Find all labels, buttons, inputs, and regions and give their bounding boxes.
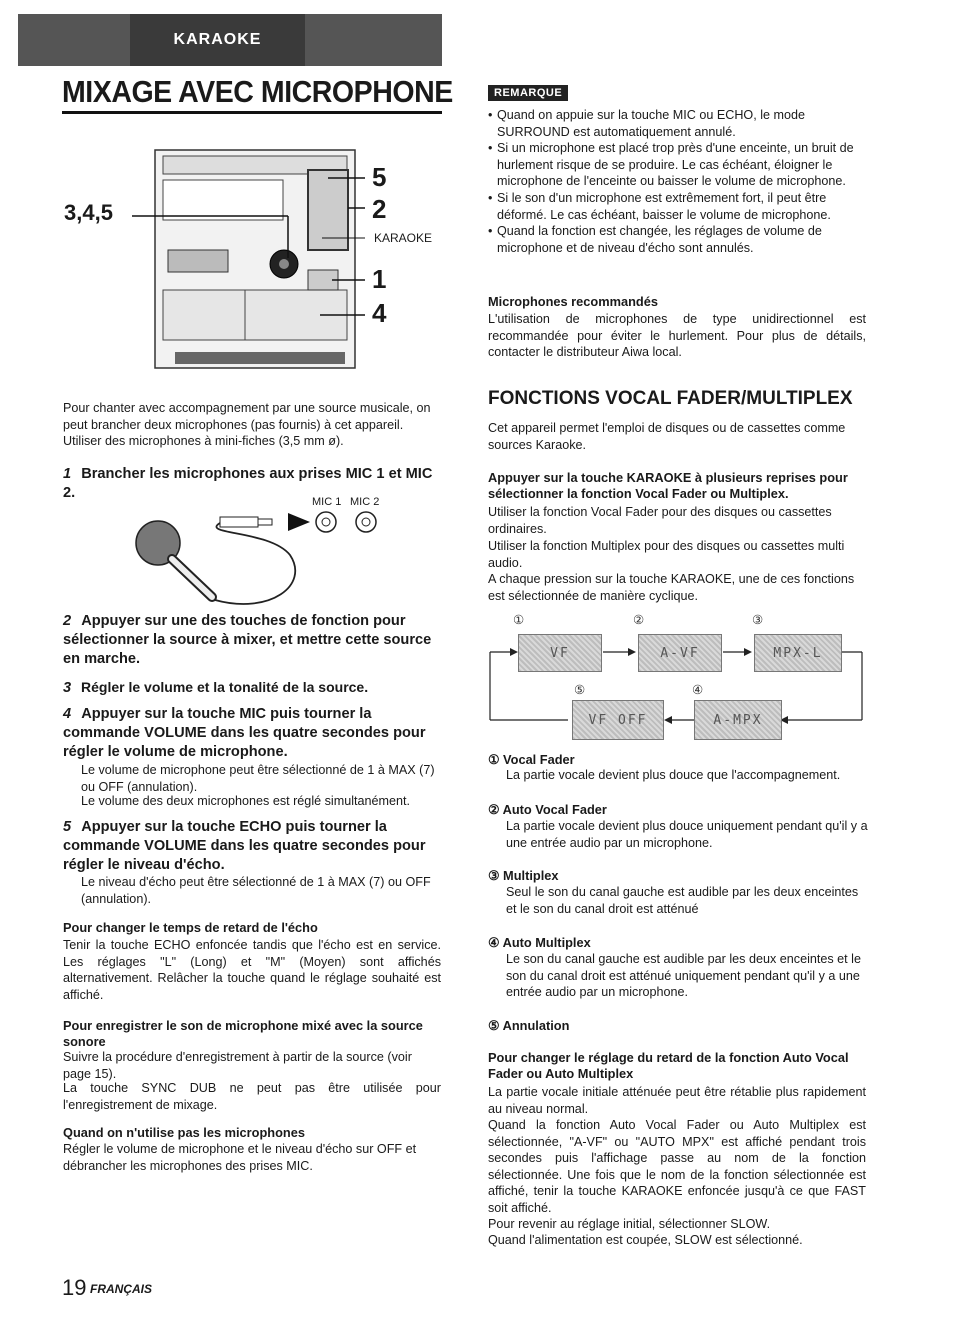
step-3 (63, 678, 441, 698)
microphone-illustration (120, 505, 390, 610)
stereo-illustration (60, 140, 450, 380)
intro-text: Pour chanter avec accompagnement par une source musicale, on peut brancher deux microphones (pas fournis) à cet appareil. Utiliser des microphones à mini-fiches (3,5 mm ø). (63, 401, 431, 449)
mode-3-desc: Seul le son du canal gauche est audible par les deux enceintes et le son du canal droit est atténué (506, 885, 859, 916)
step-text: Appuyer sur la touche MIC puis tourner la commande VOLUME dans les quatre secondes pour régler le volume de microphone. (63, 706, 426, 761)
mode-3-heading (488, 868, 559, 884)
mode-name: Auto Vocal Fader (502, 802, 607, 817)
auto-delay-p2: Quand la fonction Auto Vocal Fader ou Auto Multiplex est sélectionnée, "A-VF" ou "AUTO MPX" est affiché pendant trois secondes puis l'affichage passe au nom de la fonction sélectionnée. Une fois que le nom de la fonction sélectionnée est affiché, tenir la touche KARAOKE enfoncée jusqu'à ce que FAST soit affiché. (488, 1118, 866, 1215)
vocal-press-heading: Appuyer sur la touche KARAOKE à plusieurs reprises pour sélectionner la fonction Vocal Fader ou Multiplex. (488, 470, 848, 501)
remarque-badge: REMARQUE (488, 85, 568, 101)
recommended-heading: Microphones recommandés (488, 294, 658, 309)
vocal-p2: Utiliser la fonction Multiplex pour des disques ou cassettes multi audio. (488, 539, 845, 570)
callout-5: 5 (372, 162, 387, 192)
mode-1-desc: La partie vocale devient plus douce que l'accompagnement. (506, 768, 841, 782)
mode-num: ⑤ (488, 1018, 500, 1033)
step-number: 5 (63, 819, 72, 835)
remarque-item: • Quand la fonction est changée, les réglages de volume de microphone et de niveau d'écho sont annulés. (488, 223, 866, 256)
no-mic-text: Régler le volume de microphone et le niveau d'écho sur OFF et débrancher les microphones des prises MIC. (63, 1142, 417, 1173)
mode-name: Annulation (502, 1018, 570, 1033)
auto-delay-p4: Quand l'alimentation est coupée, SLOW est sélectionné. (488, 1233, 803, 1247)
mode-1-heading (488, 752, 575, 768)
step-text: Appuyer sur une des touches de fonction pour sélectionner la source à mixer, et mettre cette source en marche. (63, 613, 432, 668)
page-title: MIXAGE AVEC MICROPHONE (62, 74, 453, 109)
cycle-num-4: ④ (692, 683, 704, 697)
cycle-arrows (488, 612, 868, 744)
vocal-p3: A chaque pression sur la touche KARAOKE, une de ces fonctions est sélectionnée de manière cyclique. (488, 572, 855, 603)
display-vf-off: VF OFF (572, 700, 664, 740)
remarque-item: • Si le son d'un microphone est extrêmement fort, il peut être déformé. Le cas échéant, baisser le volume de microphone. (488, 190, 866, 223)
language-label: FRANÇAIS (90, 1282, 152, 1296)
step-5 (63, 818, 441, 876)
remarque-list (488, 107, 866, 256)
mode-2-desc: La partie vocale devient plus douce uniquement pendant qu'il y a une entrée audio par un microphone. (506, 819, 868, 850)
vocal-p1: Utiliser la fonction Vocal Fader pour des disques ou cassettes ordinaires. (488, 505, 832, 536)
display-a-mpx: A-MPX (694, 700, 782, 740)
step-1 (63, 465, 441, 503)
record-text-2: La touche SYNC DUB ne peut pas être utilisée pour l'enregistrement de mixage. (63, 1081, 441, 1112)
step-5-note-1: Le niveau d'écho peut être sélectionné de 1 à MAX (7) ou OFF (annulation). (81, 875, 431, 906)
page-number: 19 (62, 1275, 87, 1300)
stereo-diagram (60, 140, 450, 380)
section-label: KARAOKE (130, 14, 305, 66)
karaoke-callout-label: KARAOKE (374, 231, 433, 245)
display-vf: VF (518, 634, 602, 672)
title-rule (62, 111, 442, 114)
mode-4-desc: Le son du canal gauche est audible par les deux enceintes et le son du canal droit est atténué uniquement pendant qu'il y a une entrée audio par un microphone. (506, 952, 861, 1000)
mode-num: ① (488, 752, 500, 767)
record-heading: Pour enregistrer le son de microphone mixé avec la source sonore (63, 1018, 423, 1049)
auto-delay-p1: La partie vocale initiale atténuée peut être rétablie plus rapidement au niveau normal. (488, 1085, 866, 1116)
vocal-heading: FONCTIONS VOCAL FADER/MULTIPLEX (488, 388, 853, 409)
display-a-vf: A-VF (638, 634, 722, 672)
step-number: 1 (63, 466, 72, 482)
mode-num: ② (488, 802, 500, 817)
record-text-1: Suivre la procédure d'enregistrement à partir de la source (voir page 15). (63, 1050, 412, 1081)
mic-label-2: MIC 2 (350, 496, 380, 508)
callout-main: 3,4,5 (64, 200, 113, 225)
step-number: 3 (63, 680, 72, 696)
mode-name: Multiplex (503, 868, 559, 883)
callout-2: 2 (372, 194, 387, 224)
step-4-note-1: Le volume de microphone peut être sélectionné de 1 à MAX (7) ou OFF (annulation). (81, 763, 435, 794)
step-4-note-2: Le volume des deux microphones est réglé simultanément. (81, 794, 411, 808)
mode-5-heading (488, 1018, 569, 1034)
mode-name: Auto Multiplex (502, 935, 591, 950)
no-mic-heading: Quand on n'utilise pas les microphones (63, 1125, 305, 1140)
vocal-intro: Cet appareil permet l'emploi de disques ou de cassettes comme sources Karaoke. (488, 421, 846, 452)
auto-delay-p3: Pour revenir au réglage initial, sélectionner SLOW. (488, 1217, 771, 1231)
display-mpx-l: MPX-L (754, 634, 842, 672)
auto-delay-heading: Pour changer le réglage du retard de la fonction Auto Vocal Fader ou Auto Multiplex (488, 1050, 849, 1081)
cycle-num-3: ③ (752, 613, 764, 627)
mode-name: Vocal Fader (503, 752, 575, 767)
cycle-diagram (488, 612, 868, 744)
cycle-num-1: ① (513, 613, 525, 627)
echo-delay-heading: Pour changer le temps de retard de l'écho (63, 920, 318, 935)
callout-4: 4 (372, 298, 387, 328)
cycle-num-2: ② (633, 613, 645, 627)
callout-1: 1 (372, 264, 387, 294)
step-2 (63, 612, 441, 670)
remarque-item: • Si un microphone est placé trop près d'une enceinte, un bruit de hurlement risque de se produire. Le cas échéant, éloigner le microphone de l'enceinte ou baisser le volume de microphone. (488, 140, 866, 190)
mode-2-heading (488, 802, 607, 818)
step-number: 4 (63, 706, 72, 722)
remarque-item: • Quand on appuie sur la touche MIC ou ECHO, le mode SURROUND est automatiquement annulé. (488, 107, 866, 140)
step-4 (63, 705, 441, 763)
mic-label-1: MIC 1 (312, 496, 342, 508)
step-text: Appuyer sur la touche ECHO puis tourner la commande VOLUME dans les quatre secondes pour régler le niveau d'écho. (63, 819, 426, 874)
step-text: Régler le volume et la tonalité de la source. (81, 679, 369, 695)
recommended-text: L'utilisation de microphones de type unidirectionnel est recommandée pour éviter le hurlement. Pour plus de détails, contacter le distributeur Aiwa local. (488, 312, 866, 360)
step-number: 2 (63, 613, 72, 629)
mode-num: ③ (488, 868, 500, 883)
mode-4-heading (488, 935, 591, 951)
cycle-num-5: ⑤ (574, 683, 586, 697)
mode-num: ④ (488, 935, 500, 950)
step-text: Brancher les microphones aux prises MIC 1 et MIC 2. (63, 466, 433, 502)
echo-delay-text: Tenir la touche ECHO enfoncée tandis que l'écho est en service. Les réglages "L" (Long) et "M" (Moyen) sont affichés alternativement. Relâcher la touche quand le réglage souhaité est affiché. (63, 938, 441, 1002)
